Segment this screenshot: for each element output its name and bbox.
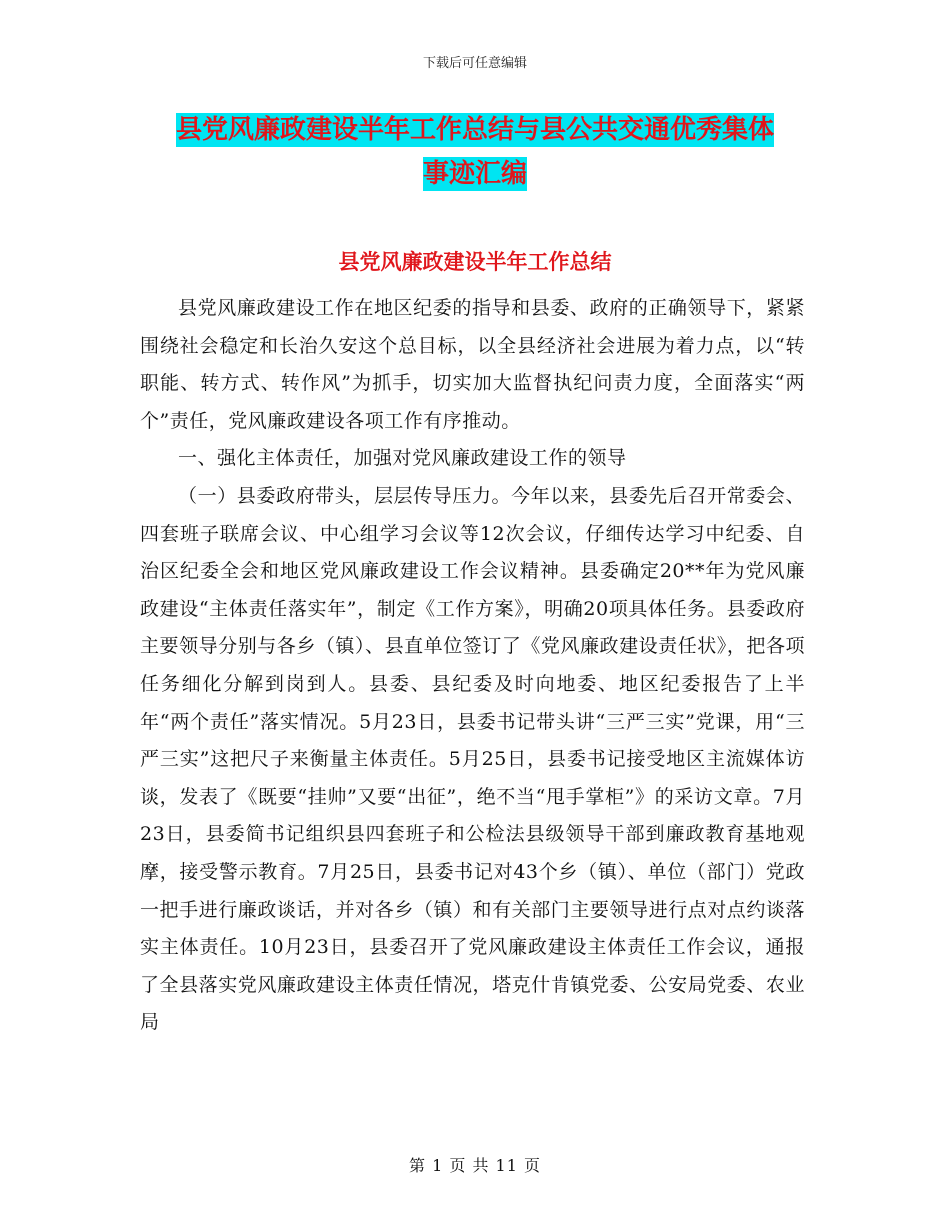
header-note: 下载后可任意编辑 [422,56,527,71]
document-title-line-1: 县党风廉政建设半年工作总结与县公共交通优秀集体 [175,115,774,145]
paragraph-intro: 县党风廉政建设工作在地区纪委的指导和县委、政府的正确领导下，紧紧围绕社会稳定和长治久安这个总目标，以全县经济社会进展为着力点，以“转职能、转方式、转作风”为抓手，切实加大监督执纪问责力度，全面落实“两个”责任，党风廉政建设各项工作有序推动。 [140,297,805,432]
paragraph-subsection-1: （一）县委政府带头，层层传导压力。今年以来，县委先后召开常委会、四套班子联席会议、中心组学习会议等12次会议，仔细传达学习中纪委、自治区纪委全会和地区党风廉政建设工作会议精神。县委确定20**年为党风廉政建设“主体责任落实年”，制定《工作方案》，明确20项具体任务。县委政府主要领导分别与各乡（镇）、县直单位签订了《党风廉政建设责任状》，把各项任务细化分解到岗到人。县委、县纪委及时向地委、地区纪委报告了上半年“两个责任”落实情况。5月23日，县委书记带头讲“三严三实”党课，用“三严三实”这把尺子来衡量主体责任。5月25日，县委书记接受地区主流媒体访谈，发表了《既要“挂帅”又要“出征”，绝不当“甩手掌柜”》的采访文章。7月23日，县委简书记组织县四套班子和公检法县级领导干部到廉政教育基地观摩，接受警示教育。7月25日，县委书记对43个乡（镇）、单位（部门）党政一把手进行廉政谈话，并对各乡（镇）和有关部门主要领导进行点对点约谈落实主体责任。10月23日，县委召开了党风廉政建设主体责任工作会议，通报了全县落实党风廉政建设主体责任情况，塔克什肯镇党委、公安局党委、农业局 [140,484,805,1034]
page-footer: 第 1 页 共 11 页 [409,1156,541,1175]
document-title [140,108,810,196]
paragraph-heading-1: 一、强化主体责任，加强对党风廉政建设工作的领导 [178,447,627,470]
document-body [140,290,805,1042]
document-title-line-2: 事迹汇编 [422,159,527,189]
section-title: 县党风廉政建设半年工作总结 [338,249,612,274]
